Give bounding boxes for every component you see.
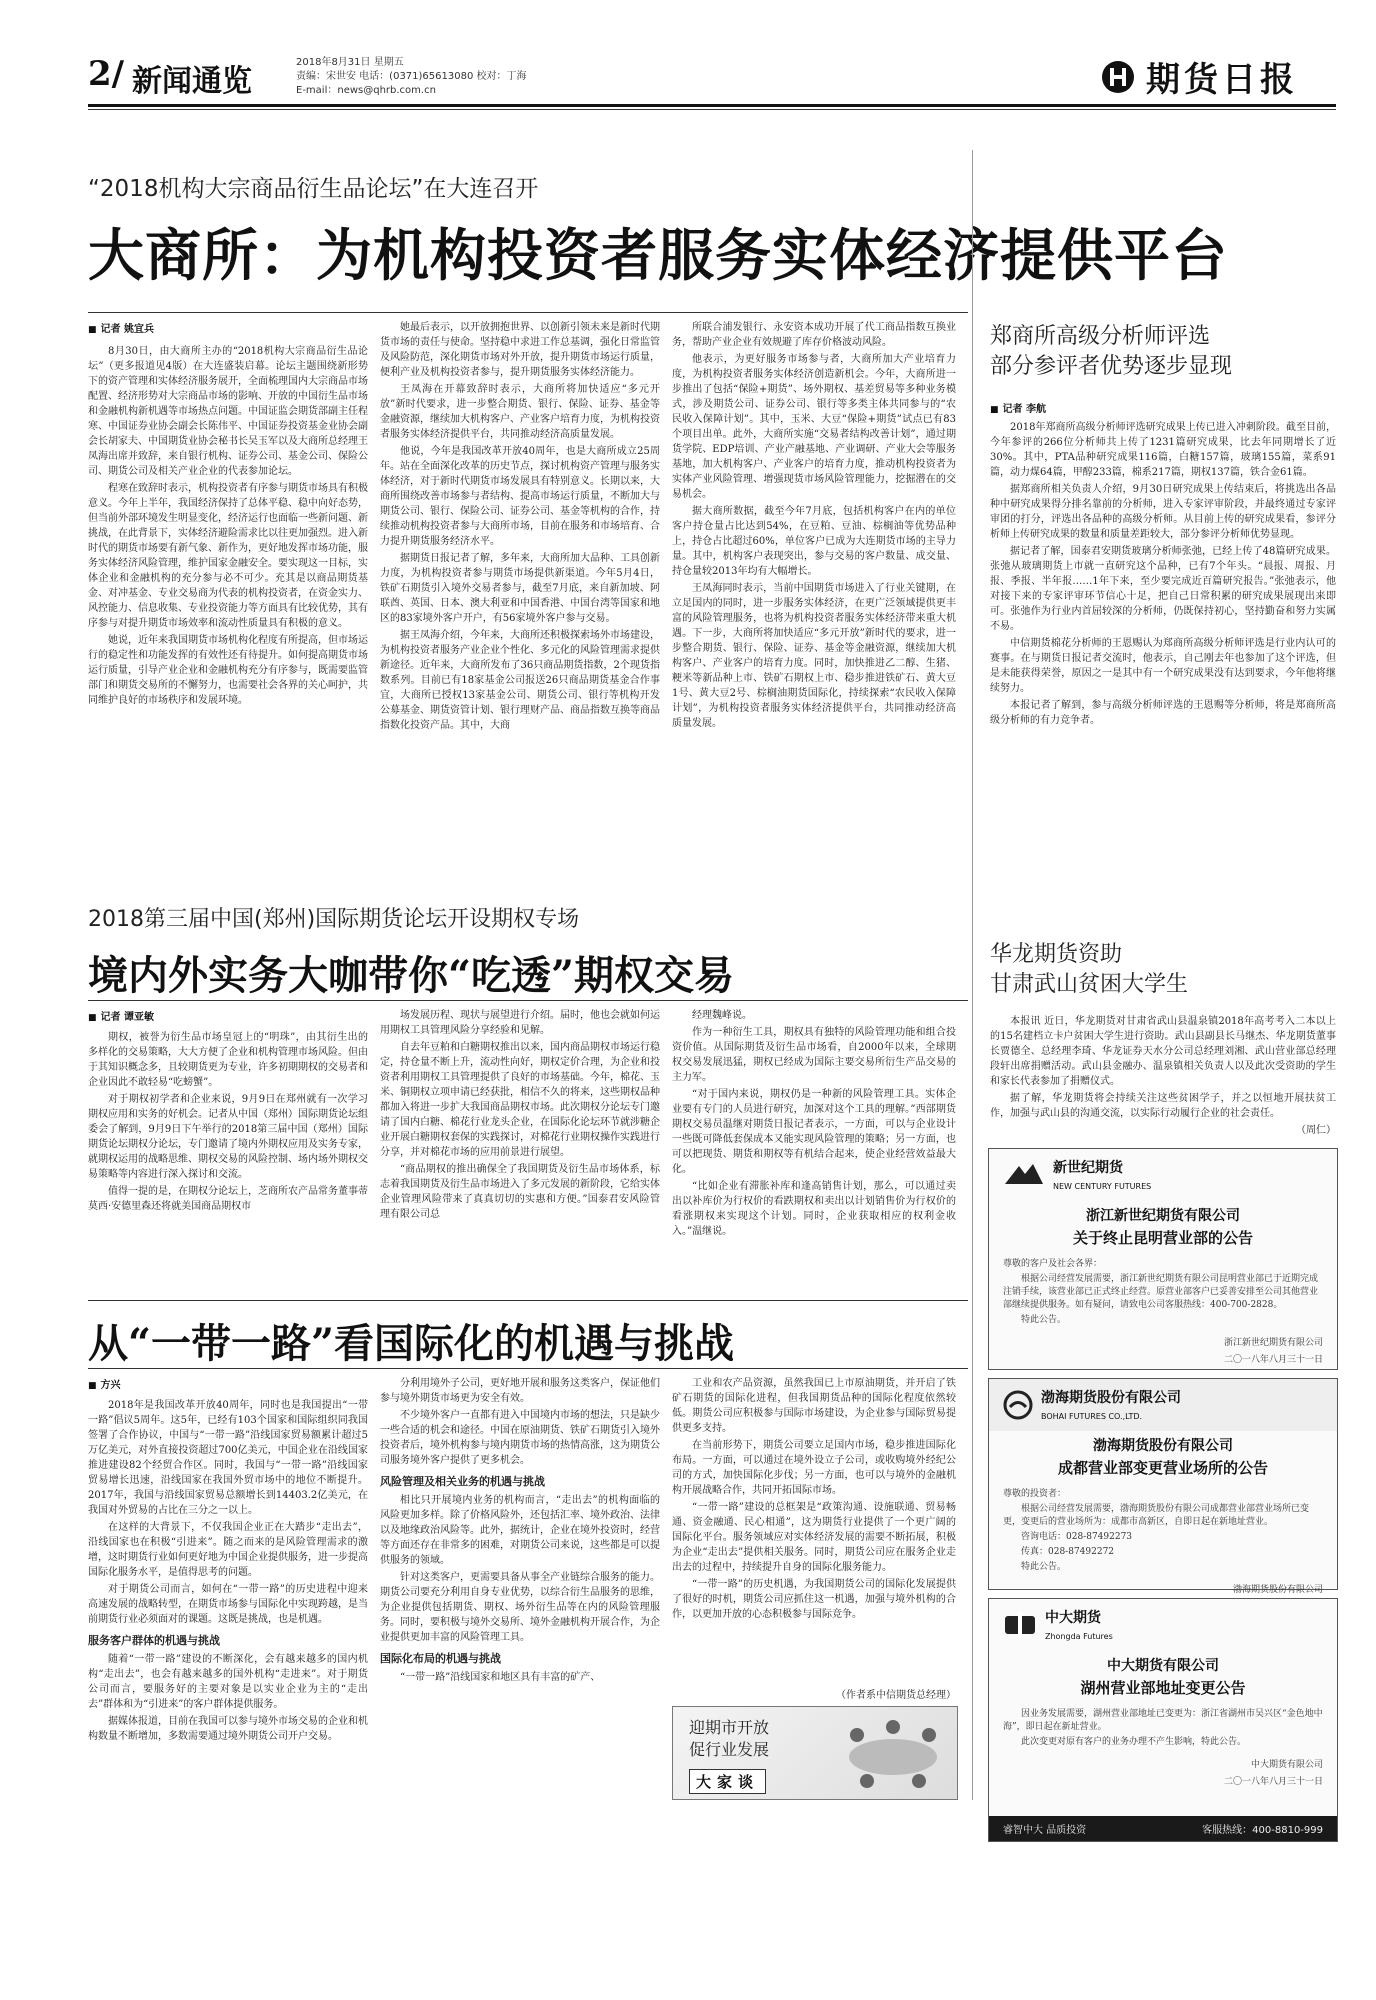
paragraph: 相比只开展境内业务的机构而言，“走出去”的机构面临的风险更加多样。除了价格风险外，还包括汇率、境外政治、法律以及地缘政治风险等。此外，据统计，企业在境外投资时，经营等方面还存在非常多的困难，对期货公司来说，这些都是可以提供服务的领域。 [380, 1495, 660, 1566]
article3-subhead-2: 风险管理及相关业务的机遇与挑战 [380, 1475, 545, 1488]
side1-headline [990, 322, 1232, 382]
paragraph: “一带一路”建设的总框架是“政策沟通、设施联通、贸易畅通、资金融通、民心相通”，这为期货行业提供了一个更广阔的国际化平台。服务领域应对实体经济发展的需要不断拓展，积极为企业“走出去”提供相关服务。同时，期货公司应在服务企业走出去的过程中，持续提升自身的国际化服务能力。 [672, 1502, 956, 1573]
paper-logo-icon [1100, 59, 1136, 95]
side2-headline [990, 940, 1188, 1000]
masthead-rule-thin [88, 109, 1336, 110]
article3-col1 [88, 1398, 368, 1798]
article2-col1 [88, 1030, 368, 1290]
ad3-signer: 中大期货有限公司 [1250, 1760, 1323, 1770]
article3-credit: （作者系中信期货总经理） [836, 1690, 956, 1701]
ad2-logo [989, 1379, 1337, 1431]
side1-headline-line1: 郑商所高级分析师评选 [990, 324, 1211, 349]
article2-col2 [380, 1008, 660, 1290]
paragraph: 对于期权初学者和企业来说，9月9日在郑州就有一次学习期权应用和实务的好机会。记者从中国（郑州）国际期货论坛组委会了解到，9月9日下午举行的2018第三届中国（郑州）国际期货论坛期权分论坛，专门邀请了境内外期权应用及实务专家，就期权运用的战略思维、期权交易的风险控制、场内场外期权交易策略等内容进行深入探讨和交流。 [88, 1094, 368, 1180]
masthead-editor: 责编：宋世安 电话：(0371)65613080 校对：丁海 [296, 71, 527, 82]
paper-logo [1100, 52, 1298, 101]
ad3-footer-hotline: 客服热线：400-8810-999 [1202, 1825, 1323, 1836]
new-century-logo-icon [1003, 1162, 1045, 1188]
paragraph: 2018年郑商所高级分析师评选研究成果上传已进入冲刺阶段。截至目前，今年参评的266位分析师共上传了1231篇研究成果，比去年同期增长了近30%。其中，PTA品种研究成果116篇，白糖157篇，玻璃155篇，菜系91篇，动力煤64篇，甲醇233篇，棉系217篇，期权137篇，铁合金61篇。 [990, 422, 1336, 478]
ad2-logo-text: 渤海期货股份有限公司 [1041, 1390, 1181, 1406]
paragraph: 值得一提的是，在期权分论坛上，芝商所农产品常务董事蒂莫西·安德里森还将就美国商品期权市 [88, 1186, 368, 1212]
ad3-footer-slogan: 睿智中大 品质投资 [1003, 1825, 1087, 1836]
promo-line1: 迎期市开放 [689, 1718, 770, 1737]
paragraph: “一带一路”沿线国家和地区具有丰富的矿产、 [400, 1672, 601, 1683]
paragraph: 根据公司经营发展需要，浙江新世纪期货有限公司昆明营业部已于近期完成注销手续，该营业部已正式终止经营。原营业部客户已妥善安排至公司其他营业部继续提供服务。如有疑问，请致电公司客服热线：400-700-2828。 [1003, 1274, 1319, 1310]
ad2-body [989, 1484, 1337, 1580]
article2-rule [88, 1000, 968, 1001]
paragraph: 传真：028-87492272 [1021, 1547, 1115, 1557]
paragraph: 针对这类客户，更需要具备从事全产业链综合服务的能力。期货公司要充分利用自身专业优势，以综合衍生品服务的思维，为企业提供包括期货、期权、场外衍生品等在内的风险管理服务。同时，要积极与境外交易所、境外金融机构开展合作，为企业提供更加丰富的风险管理工具。 [380, 1572, 660, 1643]
article3-rule [88, 1368, 968, 1369]
ad-bohai [988, 1378, 1338, 1595]
paragraph: 特此公告。 [1021, 1315, 1067, 1325]
ad3-date: 二〇一八年八月三十一日 [1223, 1777, 1323, 1787]
article2-kicker: 2018第三届中国(郑州)国际期货论坛开设期权专场 [88, 907, 580, 932]
ad1-logo-text: 新世纪期货 [1053, 1160, 1123, 1176]
side1-byline: ■ 记者 李航 [990, 400, 1046, 415]
paragraph: 期权，被誉为衍生品市场皇冠上的“明珠”，由其衍生出的多样化的交易策略，大大方便了企业和机构管理市场风险。但由于其知识概念多，且较期货更为专业，许多初期期权的交易者和企业因此不敢轻易“吃螃蟹”。 [88, 1032, 368, 1088]
paragraph: 据媒体报道，目前在我国可以参与境外市场交易的企业和机构数量不断增加，多数需要通过境外期货公司开户交易。 [88, 1716, 368, 1742]
paragraph: 他表示，为更好服务市场参与者，大商所加大产业培育力度，为机构投资者服务实体经济创造新机会。今年，大商所进一步推出了包括“保险+期货”、场外期权、基差贸易等多种业务模式，涉及期货公司、证券公司、银行等多类主体共同参与的“农民收入保障计划”。其中，玉米、大豆“保险+期货”试点已有83个项目出单。此外，大商所实施“交易者结构改善计划”，通过期货学院、EDP培训、产业产融基地、产业调研、产业大会等服务基地，加大机构客户、产业客户的培育力度，推动机构投资者为实体产业风险管理、增强现货市场风险管理能力，挖掘潜在的交易机会。 [672, 354, 956, 500]
ad2-title: 成都营业部变更营业场所的公告 [1057, 1459, 1268, 1477]
ad1-logo-sub: NEW CENTURY FUTURES [1053, 1182, 1152, 1191]
masthead-email: E-mail：news@qhrb.com.cn [296, 85, 436, 96]
article2-headline: 境内外实务大咖带你“吃透”期权交易 [88, 952, 735, 999]
paragraph: 王凤海在开幕致辞时表示，大商所将加快适应“多元开放”新时代要求，进一步整合期货、银行、保险、证券、基金等金融资源，继续加大机构客户、产业客户培育力度，为机构投资者服务实体经济提供平台，共同推动经济高质量发展。 [380, 384, 660, 440]
article3-byline: ■ 方兴 [88, 1376, 121, 1391]
paragraph: 自去年豆粕和白糖期权推出以来，国内商品期权市场运行稳定，持仓量不断上升，流动性向好，期权定价合理，为企业和投资者利用期权工具管理提供了良好的市场基础。今年，棉花、玉米、铜期权立项申请已经获批，相信不久的将来，这些期权品种都加入将进一步扩大我国商品期权市场。此次期权分论坛专门邀请了国内白糖、棉花行业龙头企业，在国际化论坛环节就涉糖企业开展白糖期权套保的实践探讨，对棉花行业期权操作实践进行分享，并对棉花市场的应用前景进行展望。 [380, 1042, 660, 1158]
paragraph: 根据公司经营发展需要，渤海期货股份有限公司成都营业部营业场所已变更，变更后的营业场所为：成都市高新区，自即日起在新地址营业。 [1003, 1504, 1310, 1527]
page-number: 2/ [88, 54, 125, 94]
side2-headline-line1: 华龙期货资助 [990, 942, 1123, 967]
ad1-body [989, 1254, 1337, 1333]
paragraph: 在这样的大背景下，不仅我国企业正在大踏步“走出去”，沿线国家也在积极“引进来”。随之而来的是风险管理需求的激增，这时期货行业如何更好地为中国企业提供服务，进一步提高国际化服务水平，是值得思考的问题。 [88, 1522, 368, 1578]
paragraph: 王凤海同时表示，当前中国期货市场进入了行业关键期，在立足国内的同时，进一步服务实体经济，在更广泛领域提供更丰富的风险管理服务，也将为机构投资者服务实体经济带来重大机遇。下一步，大商所将加快适应“多元开放”新时代的要求，进一步整合期货、银行、保险、证券、基金等金融资源，继续加大机构客户、产业客户的培育力度。同时，加快推进乙二醇、生猪、粳米等新品种上市、铁矿石期权上市、稳步推进铁矿石、黄大豆1号、黄大豆2号、棕榈油期货国际化，持续探索“农民收入保障计划”，为机构投资者服务实体经济提供平台，共同推动经济高质量发展。 [672, 583, 956, 729]
ad1-company: 浙江新世纪期货有限公司 [1086, 1208, 1240, 1224]
paragraph: 特此公告。 [1021, 1562, 1067, 1572]
promo-tag: 大家谈 [689, 1769, 766, 1794]
paragraph: 尊敬的投资者： [1003, 1489, 1067, 1499]
paragraph: 场发展历程、现状与展望进行介绍。届时，他也会就如何运用期权工具管理风险分享经验和见解。 [380, 1010, 660, 1036]
promo-line2: 促行业发展 [689, 1740, 770, 1759]
paragraph: 她最后表示，以开放拥抱世界、以创新引领未来是新时代期货市场的责任与使命。坚持稳中求进工作总基调，强化日常监管及风险防范，深化期货市场对外开放，提升期货市场运行质量，便利产业及机构投资者参与，提升期货服务实体经济能力。 [380, 322, 660, 378]
paragraph: 程寒在致辞时表示，机构投资者有序参与期货市场具有积极意义。今年上半年，我国经济保持了总体平稳、稳中向好态势，但当前外部环境发生明显变化，经济运行也面临一些新问题、新挑战，在此背景下，实体经济避险需求比以往更加强烈。进入新时代的期货市场要有新气象、新作为，更好地发挥市场功能，服务实体经济风险管理，维护国家金融安全。要实现这一目标，实体企业和金融机构的充分参与必不可少。充其是以商品期货基金、对冲基金、专业交易商为代表的机构投资者，在资金实力、风控能力、信息收集、专业投资能力等方面具有比较优势，其有序参与对提升期货市场效率和流动性质量具有积极的意义。 [88, 483, 368, 629]
paragraph: 所联合浦发银行、永安资本成功开展了代工商品指数互换业务，帮助产业企业有效规避了库存价格波动风险。 [672, 322, 956, 348]
paragraph: 尊敬的客户及社会各界： [1003, 1259, 1103, 1269]
paragraph: 因业务发展需要，湖州营业部地址已变更为：浙江省湖州市吴兴区“金色地中海”，即日起在新址营业。 [1003, 1709, 1323, 1732]
paragraph: 她说，近年来我国期货市场机构化程度有所提高，但市场运行的稳定性和功能发挥的有效性还有待提升。如何提高期货市场运行质量，引导产业企业和金融机构充分有序参与，既需要监管部门和期货交易所的不懈努力，也需要社会各界的关心呵护，共同维护良好的市场秩序和发展环境。 [88, 635, 368, 706]
side2-headline-line2: 甘肃武山贫困大学生 [990, 972, 1189, 997]
ad3-footer [989, 1816, 1337, 1841]
paragraph: 本报讯 近日，华龙期货对甘肃省武山县温泉镇2018年高考考入二本以上的15名建档立卡户贫困大学生进行资助。武山县副县长马继杰、华龙期货董事长贾德全、总经理李琦、华龙证券天水分公司总经理刘湘、武山营业部总经理段轩出席捐赠活动。武山县金融办、温泉镇相关负责人以及此次受资助的学生和家长代表参加了捐赠仪式。 [990, 1016, 1336, 1087]
ad-zhongda [988, 1598, 1338, 1842]
ad-new-century [988, 1148, 1338, 1370]
paragraph: 工业和农产品资源，虽然我国已上市原油期货，并开启了铁矿石期货的国际化进程，但我国期货品种的国际化程度依然较低。期货公司应积极参与国际市场建设，为企业参与国际贸易提供更多支持。 [672, 1378, 956, 1434]
paragraph: 他说，今年是我国改革开放40周年，也是大商所成立25周年。站在全面深化改革的历史节点，探讨机构资产管理与服务实体经济，对于新时代期货市场发展具有特别意义。长期以来，大商所围绕改善市场参与者结构、提高市场运行质量，不断加大与期货公司、银行、保险公司、证券公司、基金等机构的合作，持续推动机构投资者参与大商所市场，目前在服务和市场培育、合力提升期货服务经济水平。 [380, 446, 660, 547]
paragraph: 据了解，华龙期货将会持续关注这些贫困学子，并之以恒地开展扶贫工作，加强与武山县的沟通交流，以实际行动履行企业的社会责任。 [990, 1093, 1336, 1119]
article3-headline: 从“一带一路”看国际化的机遇与挑战 [88, 1320, 735, 1367]
ad3-company: 中大期货有限公司 [1107, 1658, 1219, 1674]
article2-byline: ■ 记者 谭亚敏 [88, 1008, 154, 1023]
promo-box [672, 1706, 958, 1800]
promo-text [689, 1717, 769, 1761]
ad2-signer: 渤海期货股份有限公司 [1232, 1585, 1323, 1595]
paragraph: 作为一种衍生工具，期权具有独特的风险管理功能和组合投资价值。从国际期货及衍生品市场看，自2000年以来，全球期权交易发展迅猛，期权已经成为国际主要交易所衍生产品交易的主力军。 [672, 1027, 956, 1083]
ad3-logo [989, 1599, 1337, 1651]
side1-headline-line2: 部分参评者优势逐步显现 [990, 354, 1233, 379]
masthead-meta [296, 56, 527, 98]
meeting-illustration-icon [837, 1715, 947, 1791]
paragraph: 随着“一带一路”建设的不断深化，会有越来越多的国内机构“走出去”，也会有越来越多的国外机构“走进来”。对于期货公司而言，要服务好的主要对象是以实业企业为主的“走出去”群体和为“引进来”的客户群体提供服务。 [88, 1654, 368, 1710]
ad1-signer: 浙江新世纪期货有限公司 [1223, 1338, 1323, 1348]
masthead-date: 2018年8月31日 星期五 [296, 57, 404, 68]
side1-body [990, 420, 1336, 890]
article3-col2 [380, 1376, 660, 1798]
paragraph: 据郑商所相关负责人介绍，9月30日研究成果上传结束后，将挑选出各品种中研究成果得分排名靠前的分析师，进入专家评审阶段，并最终通过专家评审团的打分，评选出各品种的高级分析师。从目前上传的研究成果看，参评分析师上传研究成果的数量和质量差距较大，部分参评分析师优势显现。 [990, 484, 1336, 540]
paragraph: 此次变更对原有客户的业务办理不产生影响，特此公告。 [1021, 1737, 1247, 1747]
article1-col3 [672, 320, 956, 880]
article3-subhead-3: 国际化布局的机遇与挑战 [380, 1652, 501, 1665]
column-divider [972, 150, 973, 1800]
article3-col3 [672, 1376, 956, 1682]
bohai-logo-icon [1003, 1390, 1033, 1420]
ad3-title: 湖州营业部地址变更公告 [1080, 1679, 1246, 1697]
paragraph: “对于国内来说，期权仍是一种新的风险管理工具。实体企业要有专门的人员进行研究，加深对这个工具的理解。”西部期货期权交易员温继对期货日报记者表示，一方面，可以与企业设计一些既可降低套保成本又能实现风险管理的策略；另一方面，也可以把现货、期货和期权等有机结合起来，使企业经营效益最大化。 [672, 1089, 956, 1175]
paragraph: 分利用境外子公司，更好地开展和服务这类客户，保证他们参与境外期货市场更为安全有效。 [380, 1378, 660, 1404]
paragraph: 2018年是我国改革开放40周年，同时也是我国提出“一带一路”倡议5周年。这5年，已经有103个国家和国际组织同我国签署了合作协议，中国与“一带一路”沿线国家贸易额累计超过5万亿美元，对外直接投资超过700亿美元，中国企业在沿线国家推进建设82个经贸合作区。同时，我国与“一带一路”沿线国家贸易增长迅速，沿线国家在我国外贸市场中的地位不断提升。2017年，我国与沿线国家贸易总额增长到14403.2亿美元，在我国对外贸易的占比在三分之一以上。 [88, 1400, 368, 1516]
paragraph: “商品期权的推出确保全了我国期货及衍生品市场体系，标志着我国期货及衍生品市场进入了多元发展的新阶段，它给实体企业管理风险带来了真真切切的实惠和方便。”国泰君安风险管理有限公司总 [380, 1164, 660, 1220]
article1-col2 [380, 320, 660, 880]
side2-body [990, 1014, 1336, 1138]
paragraph: 在当前形势下，期货公司要立足国内市场，稳步推进国际化布局。一方面，可以通过在境外设立子公司，或收购境外经纪公司的方式，加快国际化步伐；另一方面，也可以与境外的金融机构开展战略合作，共同开拓国际市场。 [672, 1440, 956, 1496]
ad3-body [989, 1704, 1337, 1755]
article1-rule [88, 312, 968, 313]
paragraph: 咨询电话：028-87492273 [1021, 1532, 1133, 1542]
paragraph: 据记者了解，国泰君安期货玻璃分析师张弛，已经上传了48篇研究成果。张弛从玻璃期货上市就一直研究这个品种，已有7个年头。“晨报、周报、月报、季报、半年报……1年下来，至少要完成近百篇研究报告。”张弛表示，他对接下来的专家评审环节信心十足，把自己日常积累的研究成果展现出来即可。张弛作为行业内首屈较深的分析师，仍既保持初心，坚持勤奋和努力实属不易。 [990, 546, 1336, 632]
article1-headline: 大商所：为机构投资者服务实体经济提供平台 [88, 223, 1228, 289]
paragraph: 据大商所数据，截至今年7月底，包括机构客户在内的单位客户持仓量占比达到54%，在豆粕、豆油、棕榈油等优势品种上，持仓占比超过60%，单位客户已成为大连期货市场的主导力量。其中，机构客户表现突出，参与交易的客户数量、成交量、持仓量较2013年均有大幅增长。 [672, 506, 956, 577]
paragraph: 中信期货棉花分析师的王恩赐认为郑商所高级分析师评选是行业内认可的赛事。在与期货日报记者交流时，他表示，自己刚去年也参加了这个评选，但是未能获得荣誉，原因之一是其中有一个研究成果没有达到要求，今年他将继续努力。 [990, 638, 1336, 694]
paragraph: “比如企业有滞胀补库和逢高销售计划，那么，可以通过卖出以补库价为行权价的看跌期权和卖出以计划销售价为行权价的看涨期权来实现这个计划。同时，企业获取相应的权利金收入。”温继说。 [672, 1181, 956, 1237]
ad1-title: 关于终止昆明营业部的公告 [1072, 1229, 1253, 1247]
ad2-logo-sub: BOHAI FUTURES CO.,LTD. [1041, 1412, 1143, 1421]
paragraph: 本报记者了解到，参与高级分析师评选的王恩赐等分析师，将是郑商所高级分析师的有力竞争者。 [990, 700, 1336, 726]
paragraph: 经理魏峰说。 [692, 1010, 752, 1021]
ad1-date: 二〇一八年八月三十一日 [1223, 1355, 1323, 1365]
article3-top-rule [88, 1300, 968, 1301]
section-title: 新闻通览 [132, 64, 252, 99]
side2-credit: （周仁） [1296, 1125, 1336, 1136]
article1-byline: ■ 记者 姚宜兵 [88, 320, 154, 335]
ad3-logo-sub: Zhongda Futures [1045, 1632, 1113, 1641]
masthead-rule [88, 104, 1336, 107]
article1-col1 [88, 344, 368, 880]
paper-name: 期货日报 [1146, 60, 1298, 100]
article2-col3 [672, 1008, 956, 1290]
paragraph: “一带一路”的历史机遇，为我国期货公司的国际化发展提供了很好的时机，期货公司应抓住这一机遇，加强与境外机构的合作，以更加开放的心态积极参与国际竞争。 [672, 1579, 956, 1620]
article3-subhead-1: 服务客户群体的机遇与挑战 [88, 1634, 220, 1647]
article1-kicker: “2018机构大宗商品衍生品论坛”在大连召开 [88, 176, 539, 202]
ad1-logo [989, 1149, 1337, 1201]
paragraph: 8月30日，由大商所主办的“2018机构大宗商品衍生品论坛”（更多报道见4版）在大连盛装启幕。论坛主题围绕新形势下的资产管理和实体经济服务展开，全面梳理国内大宗商品市场配置、经济形势对大宗商品市场的影响、开放的中国衍生品市场和金融机构新机遇等市场热点问题。中国证监会期货部副主任程寒、中国证券业协会副会长陈伟平、中国证券投资基金业协会副会长胡家夫、中国期货业协会秘书长吴玉军以及大商所总经理王凤海出席并致辞，来自银行机构、证券公司、基金公司、保险公司、期货公司及相关产业企业的代表参加论坛。 [88, 346, 368, 477]
ad2-company: 渤海期货股份有限公司 [1093, 1438, 1233, 1454]
paragraph: 据王凤海介绍，今年来，大商所还积极探索场外市场建设，为机构投资者服务产业企业个性化、多元化的风险管理需求提供新途径。近年来，大商所发布了36只商品期货指数，2个现货指数系列。目前已有18家基金公司报送26只商品期货基金合作事宜，大商所已授权13家基金公司、期货公司、银行等机构开发公募基金、期货资管计划、银行理财产品、商品指数互换等商品指数化投资产品。其中，大商 [380, 630, 660, 731]
paragraph: 不少境外客户一直都有进入中国境内市场的想法，只是缺少一些合适的机会和途径。中国在原油期货、铁矿石期货引入境外投资者后，境外机构参与境内期货市场的热情高涨，这为期货公司服务境外客户提供了更多机会。 [380, 1410, 660, 1466]
zhongda-logo-icon [1003, 1612, 1037, 1638]
ad3-logo-text: 中大期货 [1045, 1610, 1101, 1626]
paragraph: 据期货日报记者了解，多年来，大商所加大品种、工具创新力度，为机构投资者参与期货市场提供新渠道。今年5月4日，铁矿石期货引入境外交易者参与，截至7月底，来自新加坡、阿联酋、英国、日本、澳大利亚和中国香港、中国台湾等国家和地区的83家境外客户开户，有56家境外客户参与交易。 [380, 553, 660, 624]
paragraph: 对于期货公司而言，如何在“一带一路”的历史进程中迎来高速发展的战略转型，在期货市场参与国际化中实现跨越，是当前期货行业必须面对的课题。这既是挑战，也是机遇。 [88, 1584, 368, 1625]
